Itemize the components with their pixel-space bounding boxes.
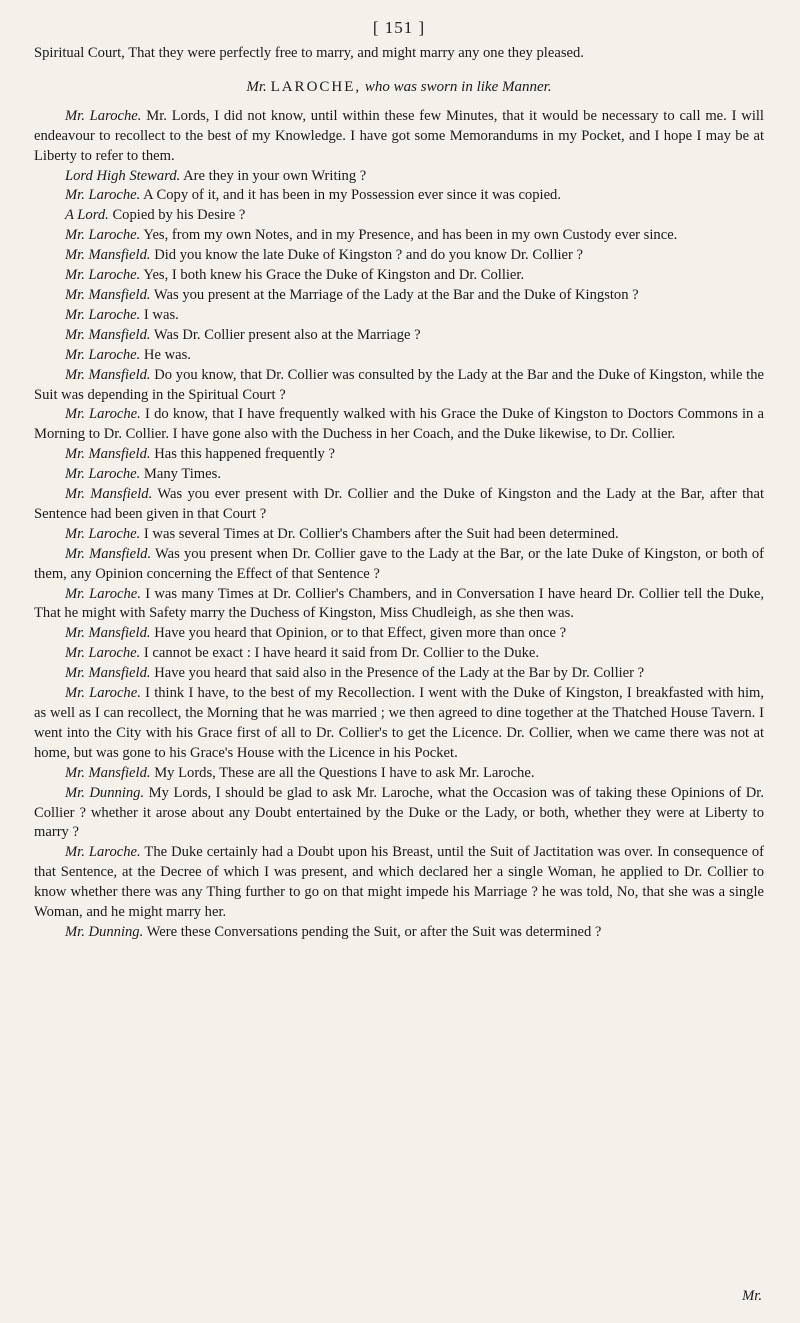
testimony-paragraph: [34, 585, 764, 625]
catchword: Mr.: [742, 1288, 762, 1304]
speech-text: My Lords, I should be glad to ask Mr. Laroche, what the Occasion was of taking these Opinions of Dr. Collier ? whether it arose about any Doubt entertained by the Duke or the Lady, or both, whether they were at Liberty to marry ?: [34, 784, 764, 841]
speech-text: Has this happened frequently ?: [154, 446, 335, 463]
speaker-name: Mr. Laroche.: [65, 406, 141, 423]
speech-text: My Lords, These are all the Questions I have to ask Mr. Laroche.: [154, 764, 535, 781]
testimony-paragraph: [34, 485, 764, 525]
paragraph-text: Spiritual Court, That they were perfectly free to marry, and might marry any one they pleased.: [34, 45, 584, 61]
testimony-paragraph: [34, 624, 764, 644]
speech-text: Many Times.: [143, 466, 221, 483]
speaker-name: Mr. Laroche.: [65, 685, 141, 702]
testimony-paragraph: [34, 346, 764, 366]
speech-text: He was.: [143, 346, 191, 363]
speech-text: Copied by his Desire ?: [112, 207, 246, 224]
testimony-paragraph: [34, 405, 764, 445]
witness-name: LAROCHE,: [270, 78, 362, 95]
speaker-name: Lord High Steward.: [65, 167, 181, 184]
testimony-paragraph: [34, 764, 764, 784]
paragraph: [34, 44, 764, 64]
speaker-name: Mr. Mansfield.: [65, 486, 153, 503]
speaker-name: Mr. Mansfield.: [65, 326, 151, 343]
testimony-paragraph: [34, 167, 764, 187]
speaker-name: Mr. Laroche.: [65, 645, 141, 662]
speech-text: I was several Times at Dr. Collier's Chambers after the Suit had been determined.: [143, 525, 619, 542]
speaker-name: Mr. Mansfield.: [65, 286, 151, 303]
speaker-name: Mr. Mansfield.: [65, 625, 151, 642]
testimony-paragraph: [34, 306, 764, 326]
speaker-name: Mr. Laroche.: [65, 844, 141, 861]
speech-text: Was Dr. Collier present also at the Marriage ?: [153, 326, 421, 343]
speaker-name: Mr. Laroche.: [65, 346, 141, 363]
speaker-name: Mr. Mansfield.: [65, 366, 151, 383]
testimony-paragraph: [34, 784, 764, 844]
speech-text: Have you heard that Opinion, or to that Effect, given more than once ?: [154, 625, 567, 642]
speaker-name: Mr. Laroche.: [65, 107, 142, 124]
speaker-name: Mr. Mansfield.: [65, 764, 151, 781]
testimony-paragraph: [34, 326, 764, 346]
speech-text: Were these Conversations pending the Suit, or after the Suit was determined ?: [146, 923, 602, 940]
speech-text: Was you present at the Marriage of the Lady at the Bar and the Duke of Kingston ?: [153, 286, 639, 303]
testimony-paragraph: [34, 107, 764, 167]
speech-text: Have you heard that said also in the Presence of the Lady at the Bar by Dr. Collier ?: [154, 665, 645, 682]
speaker-name: Mr. Mansfield.: [65, 665, 151, 682]
speech-text: Yes, from my own Notes, and in my Presence, and has been in my own Custody ever since.: [143, 227, 678, 244]
testimony-paragraph: [34, 664, 764, 684]
testimony-paragraph: [34, 923, 764, 943]
testimony-paragraph: [34, 186, 764, 206]
speaker-name: Mr. Laroche.: [65, 525, 141, 542]
speaker-name: A Lord.: [65, 207, 109, 224]
speech-text: I do know, that I have frequently walked with his Grace the Duke of Kingston to Doctors Commons in a Morning to Dr. Collier. I have gone also with the Duchess in her Coach, and the Duke likewise, to Dr. Collier.: [34, 406, 764, 443]
speaker-name: Mr. Mansfield.: [65, 446, 151, 463]
heading-suffix: who was sworn in like Manner.: [361, 78, 552, 95]
testimony-paragraph: [34, 465, 764, 485]
speech-text: Was you present when Dr. Collier gave to the Lady at the Bar, or the late Duke of Kingston, or both of them, any Opinion concerning the Effect of that Sentence ?: [34, 545, 765, 582]
speaker-name: Mr. Laroche.: [65, 267, 141, 284]
speech-text: I think I have, to the best of my Recollection. I went with the Duke of Kingston, I breakfasted with him, as well as I can recollect, the Morning that he was married ; we then agreed to dine together at the Thatched House Tavern. I went into the City with his Grace first of all to Dr. Collier's to get the Licence. Dr. Collier, when we came there was not at home, but was gone to his Grace's House with the Licence in his Pocket.: [34, 685, 765, 761]
testimony-paragraph: [34, 843, 764, 923]
testimony-paragraph: [34, 286, 764, 306]
heading-prefix: Mr.: [246, 78, 271, 95]
speaker-name: Mr. Mansfield.: [65, 247, 151, 264]
page-number: [ 151 ]: [372, 18, 426, 37]
speaker-name: Mr. Laroche.: [65, 306, 141, 323]
speech-text: A Copy of it, and it has been in my Possession ever since it was copied.: [143, 187, 561, 204]
speech-text: Was you ever present with Dr. Collier and the Duke of Kingston and the Lady at the Bar, after that Sentence had been given in that Court ?: [34, 486, 765, 522]
speech-text: Did you know the late Duke of Kingston ? and do you know Dr. Collier ?: [154, 247, 584, 264]
speaker-name: Mr. Dunning.: [65, 923, 144, 940]
testimony-paragraph: [34, 525, 764, 545]
speaker-name: Mr. Dunning.: [65, 784, 145, 801]
speech-text: Mr. Lords, I did not know, until within these few Minutes, that it would be necessary to call me. I will endeavour to recollect to the best of my Knowledge. I have got some Memorandums in my Pocket, and I hope I may be at Liberty to refer to them.: [34, 107, 764, 164]
speaker-name: Mr. Laroche.: [65, 227, 141, 244]
testimony-paragraph: [34, 545, 764, 585]
speaker-name: Mr. Mansfield.: [65, 545, 152, 562]
testimony-paragraph: [34, 246, 764, 266]
speech-text: I was.: [143, 306, 179, 323]
speech-text: Are they in your own Writing ?: [183, 167, 367, 184]
testimony-paragraph: [34, 266, 764, 286]
speech-text: The Duke certainly had a Doubt upon his Breast, until the Suit of Jactitation was over. In consequence of that Sentence, at the Decree of which I was present, and which declared her a single Woman, he applied to Dr. Collier to know whether there was any Thing further to go on that might impede his Marriage ? he was told, No, that she was a single Woman, and he might marry her.: [34, 844, 764, 921]
speaker-name: Mr. Laroche.: [65, 187, 141, 204]
testimony-paragraph: [34, 226, 764, 246]
witness-heading: [34, 78, 764, 98]
testimony-paragraph: [34, 684, 764, 764]
testimony-paragraph: [34, 366, 764, 406]
speaker-name: Mr. Laroche.: [65, 466, 141, 483]
speech-text: Do you know, that Dr. Collier was consulted by the Lady at the Bar and the Duke of Kingston, while the Suit was depending in the Spiritual Court ?: [34, 366, 764, 403]
testimony-paragraph: [34, 644, 764, 664]
testimony-paragraph: [34, 206, 764, 226]
speaker-name: Mr. Laroche.: [65, 585, 141, 602]
speech-text: I cannot be exact : I have heard it said from Dr. Collier to the Duke.: [143, 645, 540, 662]
testimony-paragraph: [34, 445, 764, 465]
speech-text: I was many Times at Dr. Collier's Chambers, and in Conversation I have heard Dr. Collier tell the Duke, That he might with Safety marry the Duchess of Kingston, Miss Chudleigh, as she then was.: [34, 585, 764, 622]
speech-text: Yes, I both knew his Grace the Duke of Kingston and Dr. Collier.: [143, 267, 525, 284]
